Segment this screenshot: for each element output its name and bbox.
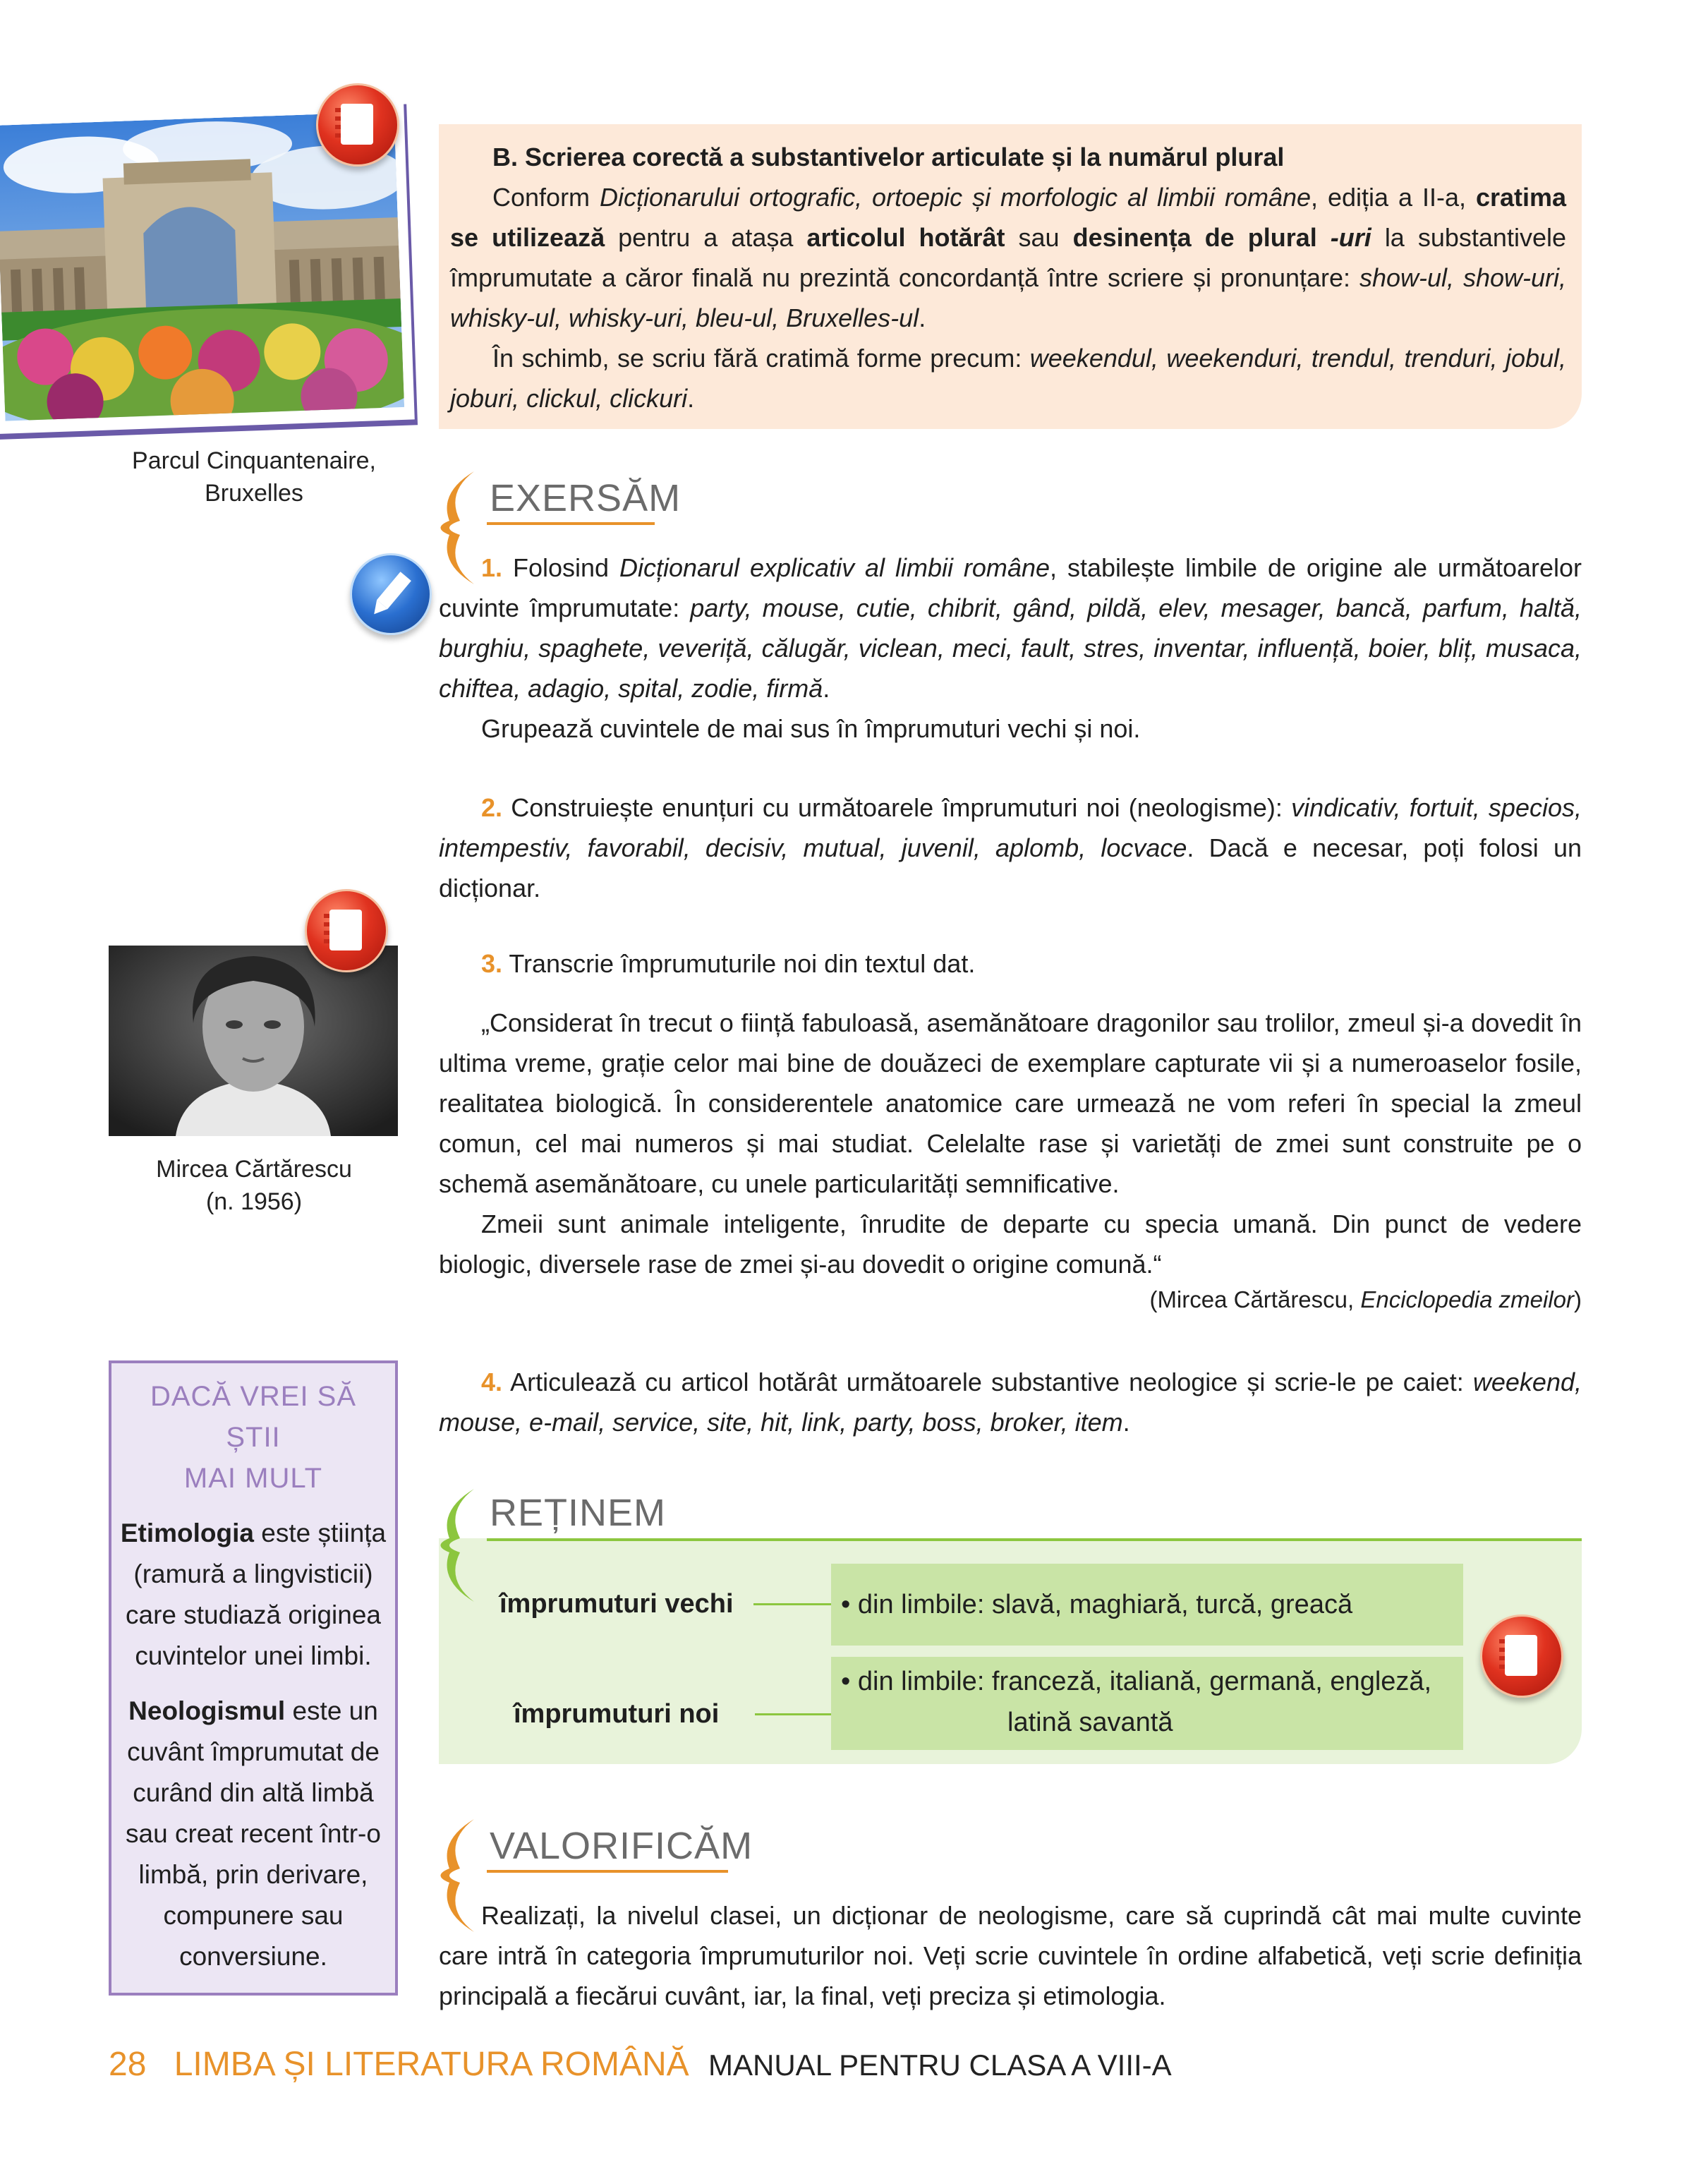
- exercise-1-words: party, mouse, cutie, chibrit, gând, pildă, elev, mesager, bancă, parfum, haltă, burghiu, spaghete, veveriță, călugăr, viclean, meci, fault, stres, inventar, influență, boier, bliț, musaca, chiftea, adagio, spital, zodie, firmă: [439, 593, 1582, 703]
- retinem-bracket-icon: [432, 1489, 488, 1602]
- pencil-icon: [350, 553, 432, 635]
- quote-paragraph2: Zmeii sunt animale inteligente, înrudite de departe cu specia umană. Din punct de vedere biologic, diversele rase de zmei și-au dovedit o origine comună.“: [439, 1209, 1582, 1279]
- park-caption-line1: Parcul Cinquantenaire,: [132, 447, 376, 474]
- quote-paragraph1: „Considerat în trecut o ființă fabuloasă, asemănătoare dragonilor sau trolilor, zmeul și-a dovedit în ultima vreme, grație celor mai bine de douăzeci de exemplare capturate vii și a numeroaselor fosile, realitatea biologică. În considerentele anatomice care urmează ne vom referi în special la zmeul comun, cel mai numeros și mai studiat. Celelalte rase și varietăți de zmei sunt construite pe o schemă asemănătoare, cu unele particularități semnificative.: [439, 1008, 1582, 1198]
- retinem-value-old: • din limbile: slavă, maghiară, turcă, greacă: [831, 1564, 1463, 1646]
- info-box-paragraph1: Conform Dicționarului ortografic, ortoepic și morfologic al limbii române, ediția a II-a, cratima se utilizează pentru a atașa articolul hotărât sau desinența de plural -uri la substantivele împrumutate a căror finală nu prezintă concordanță între scriere și pronunțare: show-ul, show-uri, whisky-ul, whisky-uri, bleu-ul, Bruxelles-ul.: [450, 183, 1567, 332]
- notebook-icon: [305, 889, 388, 972]
- exercise-1-number: 1.: [481, 553, 503, 582]
- exercise-4: 4. Articulează cu articol hotărât următoarele substantive neologice și scrie-le pe caiet: weekend, mouse, e-mail, service, site, hit, link, party, boss, broker, item.: [439, 1368, 1582, 1437]
- valorificam-task: [439, 1895, 1582, 2016]
- section-title-valorificam: VALORIFICĂM: [490, 1825, 753, 1867]
- retinem-value-new-line2: latină savantă: [1007, 1708, 1173, 1737]
- park-caption-line2: Bruxelles: [205, 480, 303, 507]
- notebook-icon: [1480, 1614, 1563, 1698]
- exercise-4-number: 4.: [481, 1368, 503, 1396]
- footer-manual: MANUAL PENTRU CLASA A VIII-A: [708, 2048, 1172, 2082]
- retinem-value-new-line1: • din limbile: franceză, italiană, germană, engleză,: [841, 1667, 1432, 1696]
- valorificam-underline: [487, 1870, 728, 1873]
- etymology-definition: Etimologia este știința (ramură a lingvisticii) care studiază originea cuvintelor unei limbi.: [120, 1519, 387, 1670]
- exercise-4-words: weekend, mouse, e-mail, service, site, hit, link, party, boss, broker, item: [439, 1368, 1582, 1437]
- author-photo: [109, 946, 398, 1136]
- section-title-retinem: REȚINEM: [490, 1492, 666, 1534]
- exercise-2-words: vindicativ, fortuit, specios, intempestiv, favorabil, decisiv, mutual, juvenil, aplomb, locvace: [439, 793, 1582, 862]
- exercise-1: 1. Folosind Dicționarul explicativ al limbii române, stabilește limbile de origine ale următoarelor cuvinte împrumutate: party, mouse, cutie, chibrit, gând, pildă, elev, mesager, bancă, parfum, haltă, burghiu, spaghete, veveriță, călugăr, viclean, meci, fault, stres, inventar, influență, boier, bliț, musaca, chiftea, adagio, spital, zodie, firmă. Grupează cuvintele de mai sus în împrumuturi vechi și noi.: [439, 548, 1582, 749]
- notebook-icon: [316, 83, 399, 167]
- know-more-title-line2: MAI MULT: [183, 1463, 323, 1494]
- page-number: 28: [109, 2046, 147, 2083]
- park-caption: [120, 445, 388, 509]
- retinem-connector-new: [755, 1713, 831, 1715]
- section-title-exersam: EXERSĂM: [490, 477, 682, 519]
- exercise-3-number: 3.: [481, 949, 503, 978]
- author-caption-line2: (n. 1956): [205, 1188, 303, 1215]
- neologism-definition: Neologismul este un cuvânt împrumutat de curând din altă limbă sau creat recent într-o limbă, prin derivare, compunere sau conversiune.: [126, 1696, 381, 1971]
- author-caption: [120, 1153, 388, 1218]
- exersam-underline: [487, 522, 655, 525]
- info-box-title: B. Scrierea corectă a substantivelor articulate și la numărul plural: [492, 143, 1285, 171]
- retinem-label-old: împrumuturi vechi: [499, 1589, 734, 1619]
- retinem-label-new: împrumuturi noi: [514, 1699, 720, 1729]
- info-box-paragraph2: În schimb, se scriu fără cratimă forme precum: weekendul, weekenduri, trendul, trenduri, jobul, joburi, clickul, clickuri.: [450, 344, 1567, 413]
- exercise-2-number: 2.: [481, 793, 503, 822]
- know-more-box: [109, 1360, 398, 1996]
- author-caption-line1: Mircea Cărtărescu: [156, 1156, 352, 1183]
- retinem-connector-old: [753, 1603, 831, 1605]
- retinem-top-line: [487, 1538, 1582, 1541]
- know-more-title-line1: DACĂ VREI SĂ ȘTII: [150, 1381, 357, 1453]
- exercise-3-quote: [439, 1003, 1582, 1315]
- exercise-2: 2. Construiește enunțuri cu următoarele împrumuturi noi (neologisme): vindicativ, fortuit, specios, intempestiv, favorabil, decisiv, mutual, juvenil, aplomb, locvace. Dacă e necesar, poți folosi un dicționar.: [439, 793, 1582, 903]
- footer-subject: LIMBA ȘI LITERATURA ROMÂNĂ: [174, 2046, 689, 2083]
- info-box-b: [439, 124, 1582, 429]
- quote-source: (Mircea Cărtărescu, Enciclopedia zmeilor): [1149, 1286, 1582, 1312]
- exercise-3: 3. Transcrie împrumuturile noi din textul dat.: [481, 949, 976, 978]
- exercise-1-task: Grupează cuvintele de mai sus în împrumuturi vechi și noi.: [481, 714, 1141, 743]
- valorificam-text: Realizați, la nivelul clasei, un dicționar de neologisme, care să cuprindă cât mai multe cuvinte care intră în categoria împrumuturilor noi. Veți scrie cuvintele în ordine alfabetică, veți scrie definiția principală a fiecărui cuvânt, iar, la final, veți preciza și etimologia.: [439, 1901, 1582, 2010]
- page-footer: [109, 2044, 1172, 2087]
- retinem-value-new: [831, 1657, 1463, 1750]
